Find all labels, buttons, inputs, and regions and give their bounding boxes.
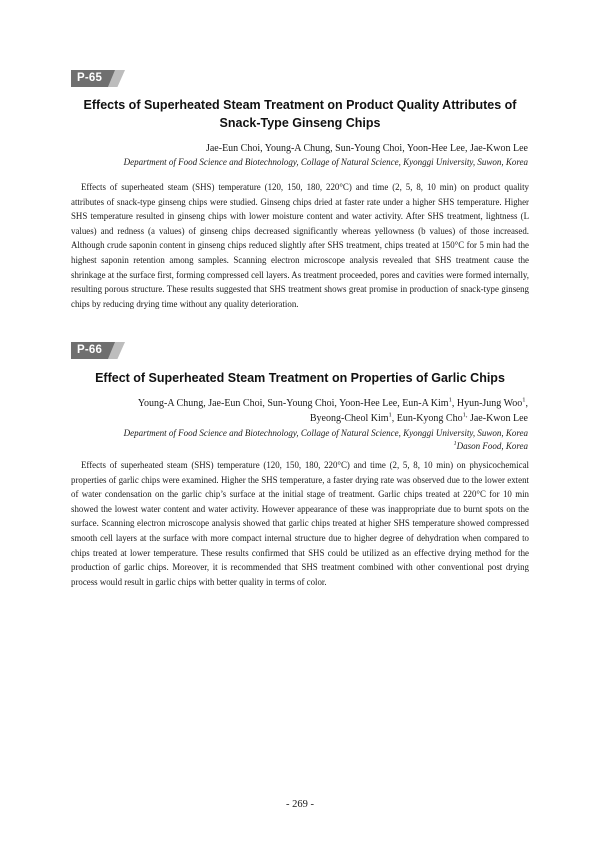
affiliation-p65 — [68, 156, 528, 169]
author-superscript: 1 — [388, 411, 392, 419]
authors-text: Jae-Eun Choi, Young-A Chung, Sun-Young Choi, Yoon-Hee Lee, Jae-Kwon Lee — [205, 143, 528, 154]
page-number: - 269 - — [286, 799, 314, 810]
title-line: Effects of Superheated Steam Treatment on Product Quality Attributes of — [83, 98, 517, 112]
authors-text: Young-A Chung, Jae-Eun Choi, Sun-Young Choi, Yoon-Hee Lee, Eun-A Kim — [137, 398, 449, 409]
authors-text: , — [525, 398, 528, 409]
author-superscript: 1, — [462, 411, 468, 419]
title-line: Snack-Type Ginseng Chips — [219, 116, 381, 130]
poster-tag-label: P-65 — [77, 72, 103, 84]
affiliation-text: Department of Food Science and Biotechnology, Collage of Natural Science, Kyonggi University, Suwon, Korea — [123, 428, 528, 438]
authors-line — [108, 396, 528, 411]
affiliation-p66 — [68, 427, 528, 453]
authors-text: Jae-Kwon Lee — [467, 413, 528, 424]
authors-p66 — [108, 396, 528, 426]
authors-p65 — [108, 141, 528, 156]
affiliation-line-2 — [68, 440, 528, 453]
authors-line — [108, 411, 528, 426]
affiliation-text: Department of Food Science and Biotechnology, Collage of Natural Science, Kyonggi University, Suwon, Korea — [123, 157, 528, 167]
authors-text: , Eun-Kyong Cho — [391, 413, 463, 424]
affiliation-superscript: 1 — [453, 441, 457, 447]
abstract-p66: Effects of superheated steam (SHS) temperature (120, 150, 180, 220°C) and time (2, 5, 8, 10 min) on physicochemical properties of garlic chips were examined. Higher the SHS temperature, a faster drying rate was observed due to the lower extent of water condensation on the garlic chip’s surface at the initial stage of treatment. Garlic chips treated at 220°C for 10 min showed the lowest water content and water activity. However appearance of these was inappropriate due to burnt spots on the surface. Scanning electron microscope analysis showed that garlic chips treated at higher SHS temperature showed compressed smooth cell layers at the surface with more compact internal structure due to higher degree of dehydration when compared to chips treated at lower temperature. These results confirmed that SHS could be utilized as an effective drying method for the production of garlic chips. Moreover, it is recommended that SHS treatment combined with other conventional post drying process would result in garlic chips with better quality in terms of color. — [71, 460, 529, 587]
poster-tag-p66 — [71, 342, 125, 359]
paper-title-p65 — [60, 96, 540, 132]
authors-text: Byeong-Cheol Kim — [309, 413, 389, 424]
author-superscript: 1 — [522, 396, 526, 404]
poster-tag-p65 — [71, 70, 125, 87]
authors-text: , Hyun-Jung Woo — [451, 398, 523, 409]
paper-title-p66 — [60, 369, 540, 387]
affiliation-text: Dason Food, Korea — [456, 441, 528, 451]
title-line: Effect of Superheated Steam Treatment on Properties of Garlic Chips — [95, 371, 505, 385]
author-superscript: 1 — [448, 396, 452, 404]
abstract-p65: Effects of superheated steam (SHS) temperature (120, 150, 180, 220°C) and time (2, 5, 8, 10 min) on product quality attributes of snack-type ginseng chips were studied. Ginseng chips dried at faster rate under a higher SHS temperature. Higher SHS temperature resulted in ginseng chips with lower moisture content and water activity. After SHS treatment, lightness (L values) and redness (a values) of ginseng chips decreased significantly whereas yellowness (b values) of those increased. Although crude saponin content in ginseng chips reduced slightly after SHS treatment, chips treated at 150°C for 5 min had the highest saponin retention among samples. Scanning electron microscope analysis revealed that SHS treatment cause the shrinkage at the surface first, forming compressed cell layers. As treatment proceeded, pores and cavities were formed internally, resulting porous structure. These results suggested that SHS treatment shows great promise in production of snack-type ginseng chips by reducing drying time without any quality deterioration. — [71, 182, 529, 309]
poster-tag-label: P-66 — [77, 344, 103, 356]
